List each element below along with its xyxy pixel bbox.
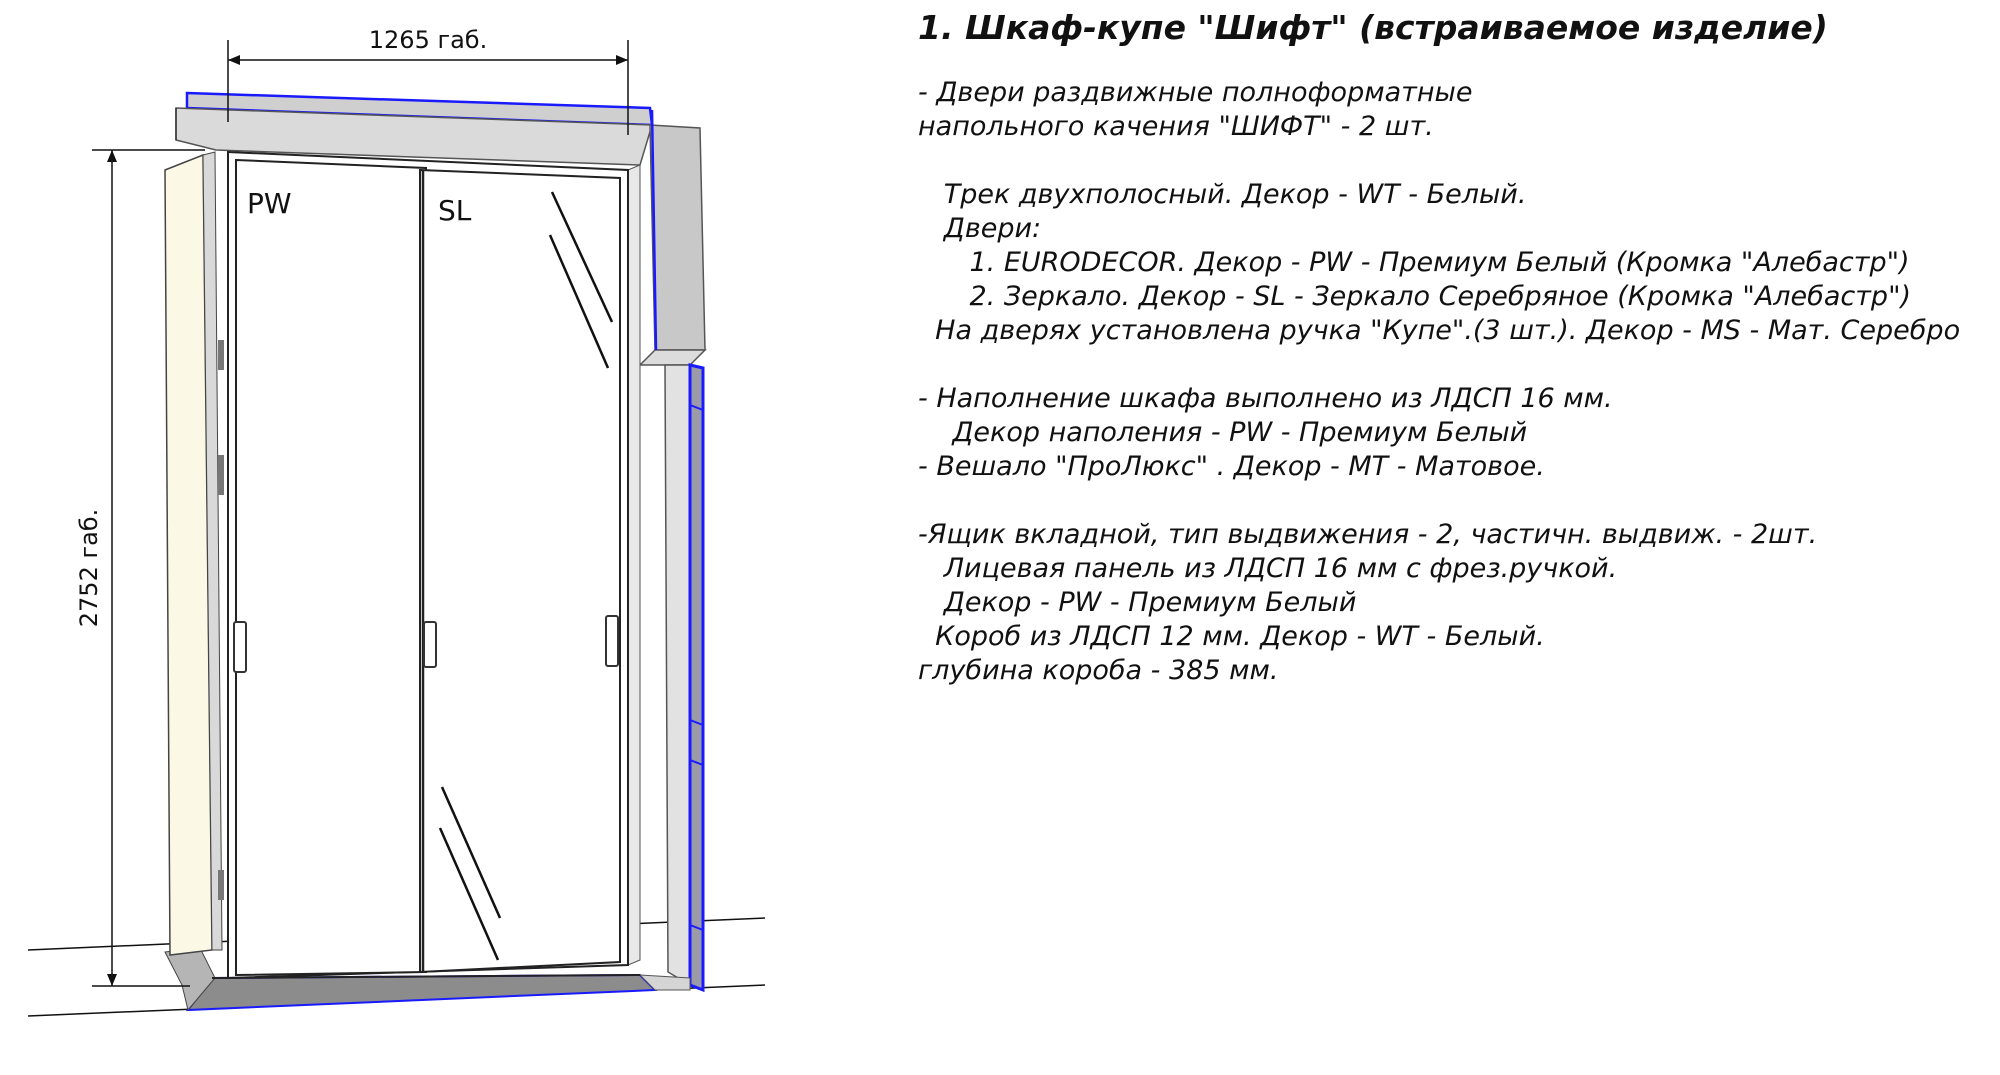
handle-sl: [606, 616, 618, 666]
width-dim-arrow-left: [228, 55, 240, 65]
spec-line: глубина короба - 385 мм.: [918, 655, 1279, 686]
door-label-pw: PW: [247, 187, 292, 220]
height-dim-label: 2752 габ.: [75, 508, 103, 628]
spec-title: 1. Шкаф-купе "Шифт" (встраиваемое изделие): [918, 8, 1828, 47]
spec-line: Короб из ЛДСП 12 мм. Декор - WT - Белый.: [918, 621, 1545, 652]
spec-line: [918, 144, 1993, 178]
width-dim-arrow-right: [616, 55, 628, 65]
right-frame-strip: [628, 165, 640, 965]
spec-line: Декор - PW - Премиум Белый: [918, 587, 1357, 618]
handle-pw: [234, 622, 246, 672]
spec-block: [918, 8, 1993, 688]
spec-line: Трек двухполосный. Декор - WT - Белый.: [918, 179, 1527, 210]
height-dim-arrow-top: [107, 150, 117, 162]
door-label-sl: SL: [438, 194, 472, 227]
right-column-side: [690, 365, 703, 990]
width-dim-label: 1265 габ.: [368, 26, 488, 54]
spec-line: напольного качения "ШИФТ" - 2 шт.: [918, 111, 1434, 142]
door-pw: [236, 160, 426, 975]
spec-line: [918, 484, 1993, 518]
right-column-front: [665, 365, 690, 985]
floor-shadow: [188, 975, 655, 1010]
spec-line: Двери:: [918, 213, 1042, 244]
spec-line: Лицевая панель из ЛДСП 16 мм с фрез.ручкой.: [918, 553, 1618, 584]
spec-line: На дверях установлена ручка "Купе".(3 шт.). Декор - MS - Мат. Серебро: [918, 315, 1961, 346]
spec-line: -Ящик вкладной, тип выдвижения - 2, частичн. выдвиж. - 2шт.: [918, 519, 1818, 550]
handle-center: [424, 622, 436, 667]
left-panel-detail-2: [218, 455, 224, 495]
right-panel-upper: [650, 125, 705, 350]
spec-line: [918, 348, 1993, 382]
spec-line: - Двери раздвижные полноформатные: [918, 77, 1473, 108]
left-panel-detail-1: [218, 340, 224, 370]
height-dim-arrow-bottom: [107, 974, 117, 986]
spec-line: 1. EURODECOR. Декор - PW - Премиум Белый (Кромка "Алебастр"): [918, 247, 1910, 278]
spec-line: - Наполнение шкафа выполнено из ЛДСП 16 мм.: [918, 383, 1613, 414]
left-panel-detail-3: [218, 870, 224, 900]
spec-line: - Вешало "ПроЛюкс" . Декор - МТ - Матовое.: [918, 451, 1545, 482]
right-panel-shelf: [640, 350, 705, 365]
spec-line: 2. Зеркало. Декор - SL - Зеркало Серебряное (Кромка "Алебастр"): [918, 281, 1912, 312]
spec-line: Декор наполения - PW - Премиум Белый: [918, 417, 1528, 448]
